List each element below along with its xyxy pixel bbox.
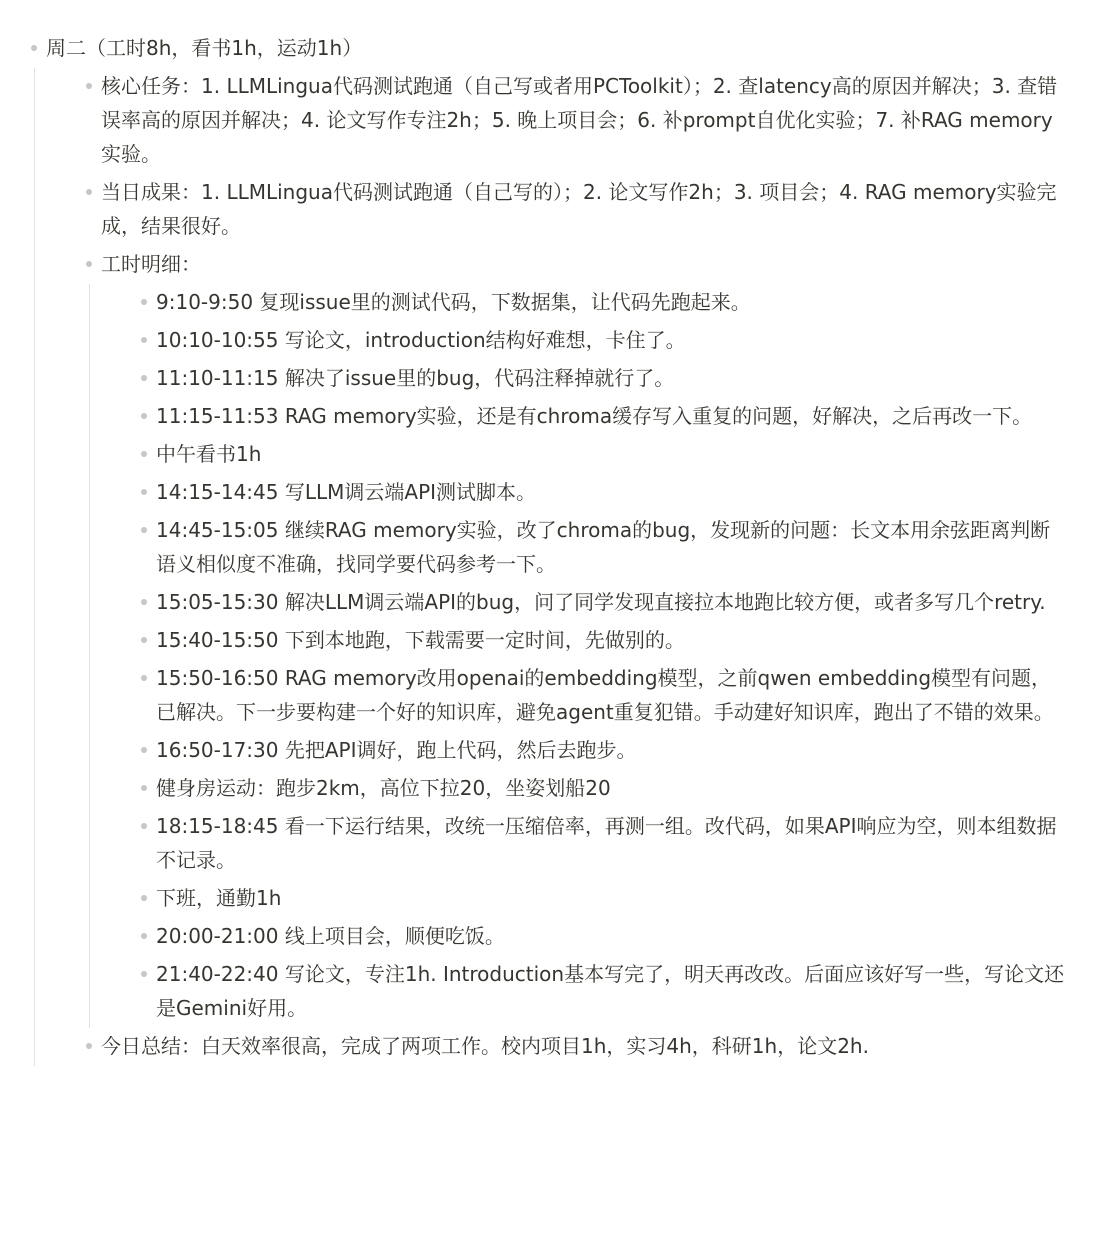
bullet-icon[interactable] <box>141 337 147 343</box>
bullet-icon[interactable] <box>141 747 147 753</box>
time-entry-item[interactable] <box>156 584 1098 622</box>
list-item-day[interactable] <box>46 30 1098 1066</box>
time-entry-text: 健身房运动：跑步2km，高位下拉20，坐姿划船20 <box>156 776 611 800</box>
time-entry-text: 下班，通勤1h <box>156 886 282 910</box>
time-entry-text: 11:15-11:53 RAG memory实验，还是有chroma缓存写入重复的问题，好解决，之后再改一下。 <box>156 404 1033 428</box>
summary-text: 今日总结：白天效率很高，完成了两项工作。校内项目1h，实习4h，科研1h，论文2h. <box>101 1034 869 1058</box>
time-entry-item[interactable] <box>156 918 1098 956</box>
time-entry-item[interactable] <box>156 660 1098 732</box>
time-entry-item[interactable] <box>156 322 1098 360</box>
time-entry-text: 中午看书1h <box>156 442 262 466</box>
hours-detail-label: 工时明细： <box>101 252 201 276</box>
time-entry-text: 15:05-15:30 解决LLM调云端API的bug，问了同学发现直接拉本地跑比较方便，或者多写几个retry. <box>156 590 1046 614</box>
bullet-icon[interactable] <box>141 823 147 829</box>
day-title: 周二（工时8h，看书1h，运动1h） <box>46 36 363 60</box>
outline-root-list <box>0 30 1098 1066</box>
core-tasks-text: 核心任务：1. LLMLingua代码测试跑通（自己写或者用PCToolkit）；2. 查latency高的原因并解决；3. 查错误率高的原因并解决；4. 论文写作专注2h；5. 晚上项目会；6. 补prompt自优化实验；7. 补RAG memory实验。 <box>101 74 1058 166</box>
list-item-summary[interactable] <box>101 1028 1098 1066</box>
bullet-icon[interactable] <box>141 933 147 939</box>
time-entry-text: 18:15-18:45 看一下运行结果，改统一压缩倍率，再测一组。改代码，如果API响应为空，则本组数据不记录。 <box>156 814 1057 872</box>
bullet-icon[interactable] <box>141 675 147 681</box>
bullet-icon[interactable] <box>141 489 147 495</box>
list-item-core-tasks[interactable] <box>101 68 1098 174</box>
bullet-icon[interactable] <box>31 45 37 51</box>
time-entry-text: 21:40-22:40 写论文，专注1h. Introduction基本写完了，明天再改改。后面应该好写一些，写论文还是Gemini好用。 <box>156 962 1065 1020</box>
time-entry-item[interactable] <box>156 398 1098 436</box>
time-entry-item[interactable] <box>156 956 1098 1028</box>
time-entry-text: 20:00-21:00 线上项目会，顺便吃饭。 <box>156 924 505 948</box>
time-entry-item[interactable] <box>156 284 1098 322</box>
time-entry-item[interactable] <box>156 512 1098 584</box>
outline-row <box>46 30 1076 68</box>
list-item-results[interactable] <box>101 174 1098 246</box>
time-entry-text: 10:10-10:55 写论文，introduction结构好难想，卡住了。 <box>156 328 686 352</box>
time-entry-item[interactable] <box>156 360 1098 398</box>
time-entry-item[interactable] <box>156 436 1098 474</box>
hours-detail-list <box>89 284 1098 1028</box>
time-entry-item[interactable] <box>156 732 1098 770</box>
time-entry-text: 15:50-16:50 RAG memory改用openai的embedding模型，之前qwen embedding模型有问题，已解决。下一步要构建一个好的知识库，避免agent重复犯错。手动建好知识库，跑出了不错的效果。 <box>156 666 1054 724</box>
bullet-icon[interactable] <box>86 261 92 267</box>
bullet-icon[interactable] <box>141 375 147 381</box>
bullet-icon[interactable] <box>141 599 147 605</box>
time-entry-text: 14:45-15:05 继续RAG memory实验，改了chroma的bug，发现新的问题：长文本用余弦距离判断语义相似度不准确，找同学要代码参考一下。 <box>156 518 1051 576</box>
bullet-icon[interactable] <box>141 895 147 901</box>
time-entry-text: 15:40-15:50 下到本地跑，下载需要一定时间，先做别的。 <box>156 628 685 652</box>
time-entry-item[interactable] <box>156 622 1098 660</box>
bullet-icon[interactable] <box>141 785 147 791</box>
time-entry-text: 9:10-9:50 复现issue里的测试代码，下数据集，让代码先跑起来。 <box>156 290 751 314</box>
results-text: 当日成果：1. LLMLingua代码测试跑通（自己写的）；2. 论文写作2h；3. 项目会；4. RAG memory实验完成，结果很好。 <box>101 180 1057 238</box>
time-entry-text: 16:50-17:30 先把API调好，跑上代码，然后去跑步。 <box>156 738 637 762</box>
bullet-icon[interactable] <box>86 1043 92 1049</box>
time-entry-item[interactable] <box>156 770 1098 808</box>
bullet-icon[interactable] <box>86 83 92 89</box>
time-entry-item[interactable] <box>156 474 1098 512</box>
time-entry-text: 14:15-14:45 写LLM调云端API测试脚本。 <box>156 480 537 504</box>
bullet-icon[interactable] <box>141 971 147 977</box>
bullet-icon[interactable] <box>141 637 147 643</box>
day-children <box>34 68 1098 1066</box>
bullet-icon[interactable] <box>141 527 147 533</box>
bullet-icon[interactable] <box>86 189 92 195</box>
list-item-hours-detail[interactable] <box>101 246 1098 1028</box>
bullet-icon[interactable] <box>141 413 147 419</box>
bullet-icon[interactable] <box>141 451 147 457</box>
bullet-icon[interactable] <box>141 299 147 305</box>
time-entry-item[interactable] <box>156 880 1098 918</box>
time-entry-text: 11:10-11:15 解决了issue里的bug，代码注释掉就行了。 <box>156 366 675 390</box>
time-entry-item[interactable] <box>156 808 1098 880</box>
